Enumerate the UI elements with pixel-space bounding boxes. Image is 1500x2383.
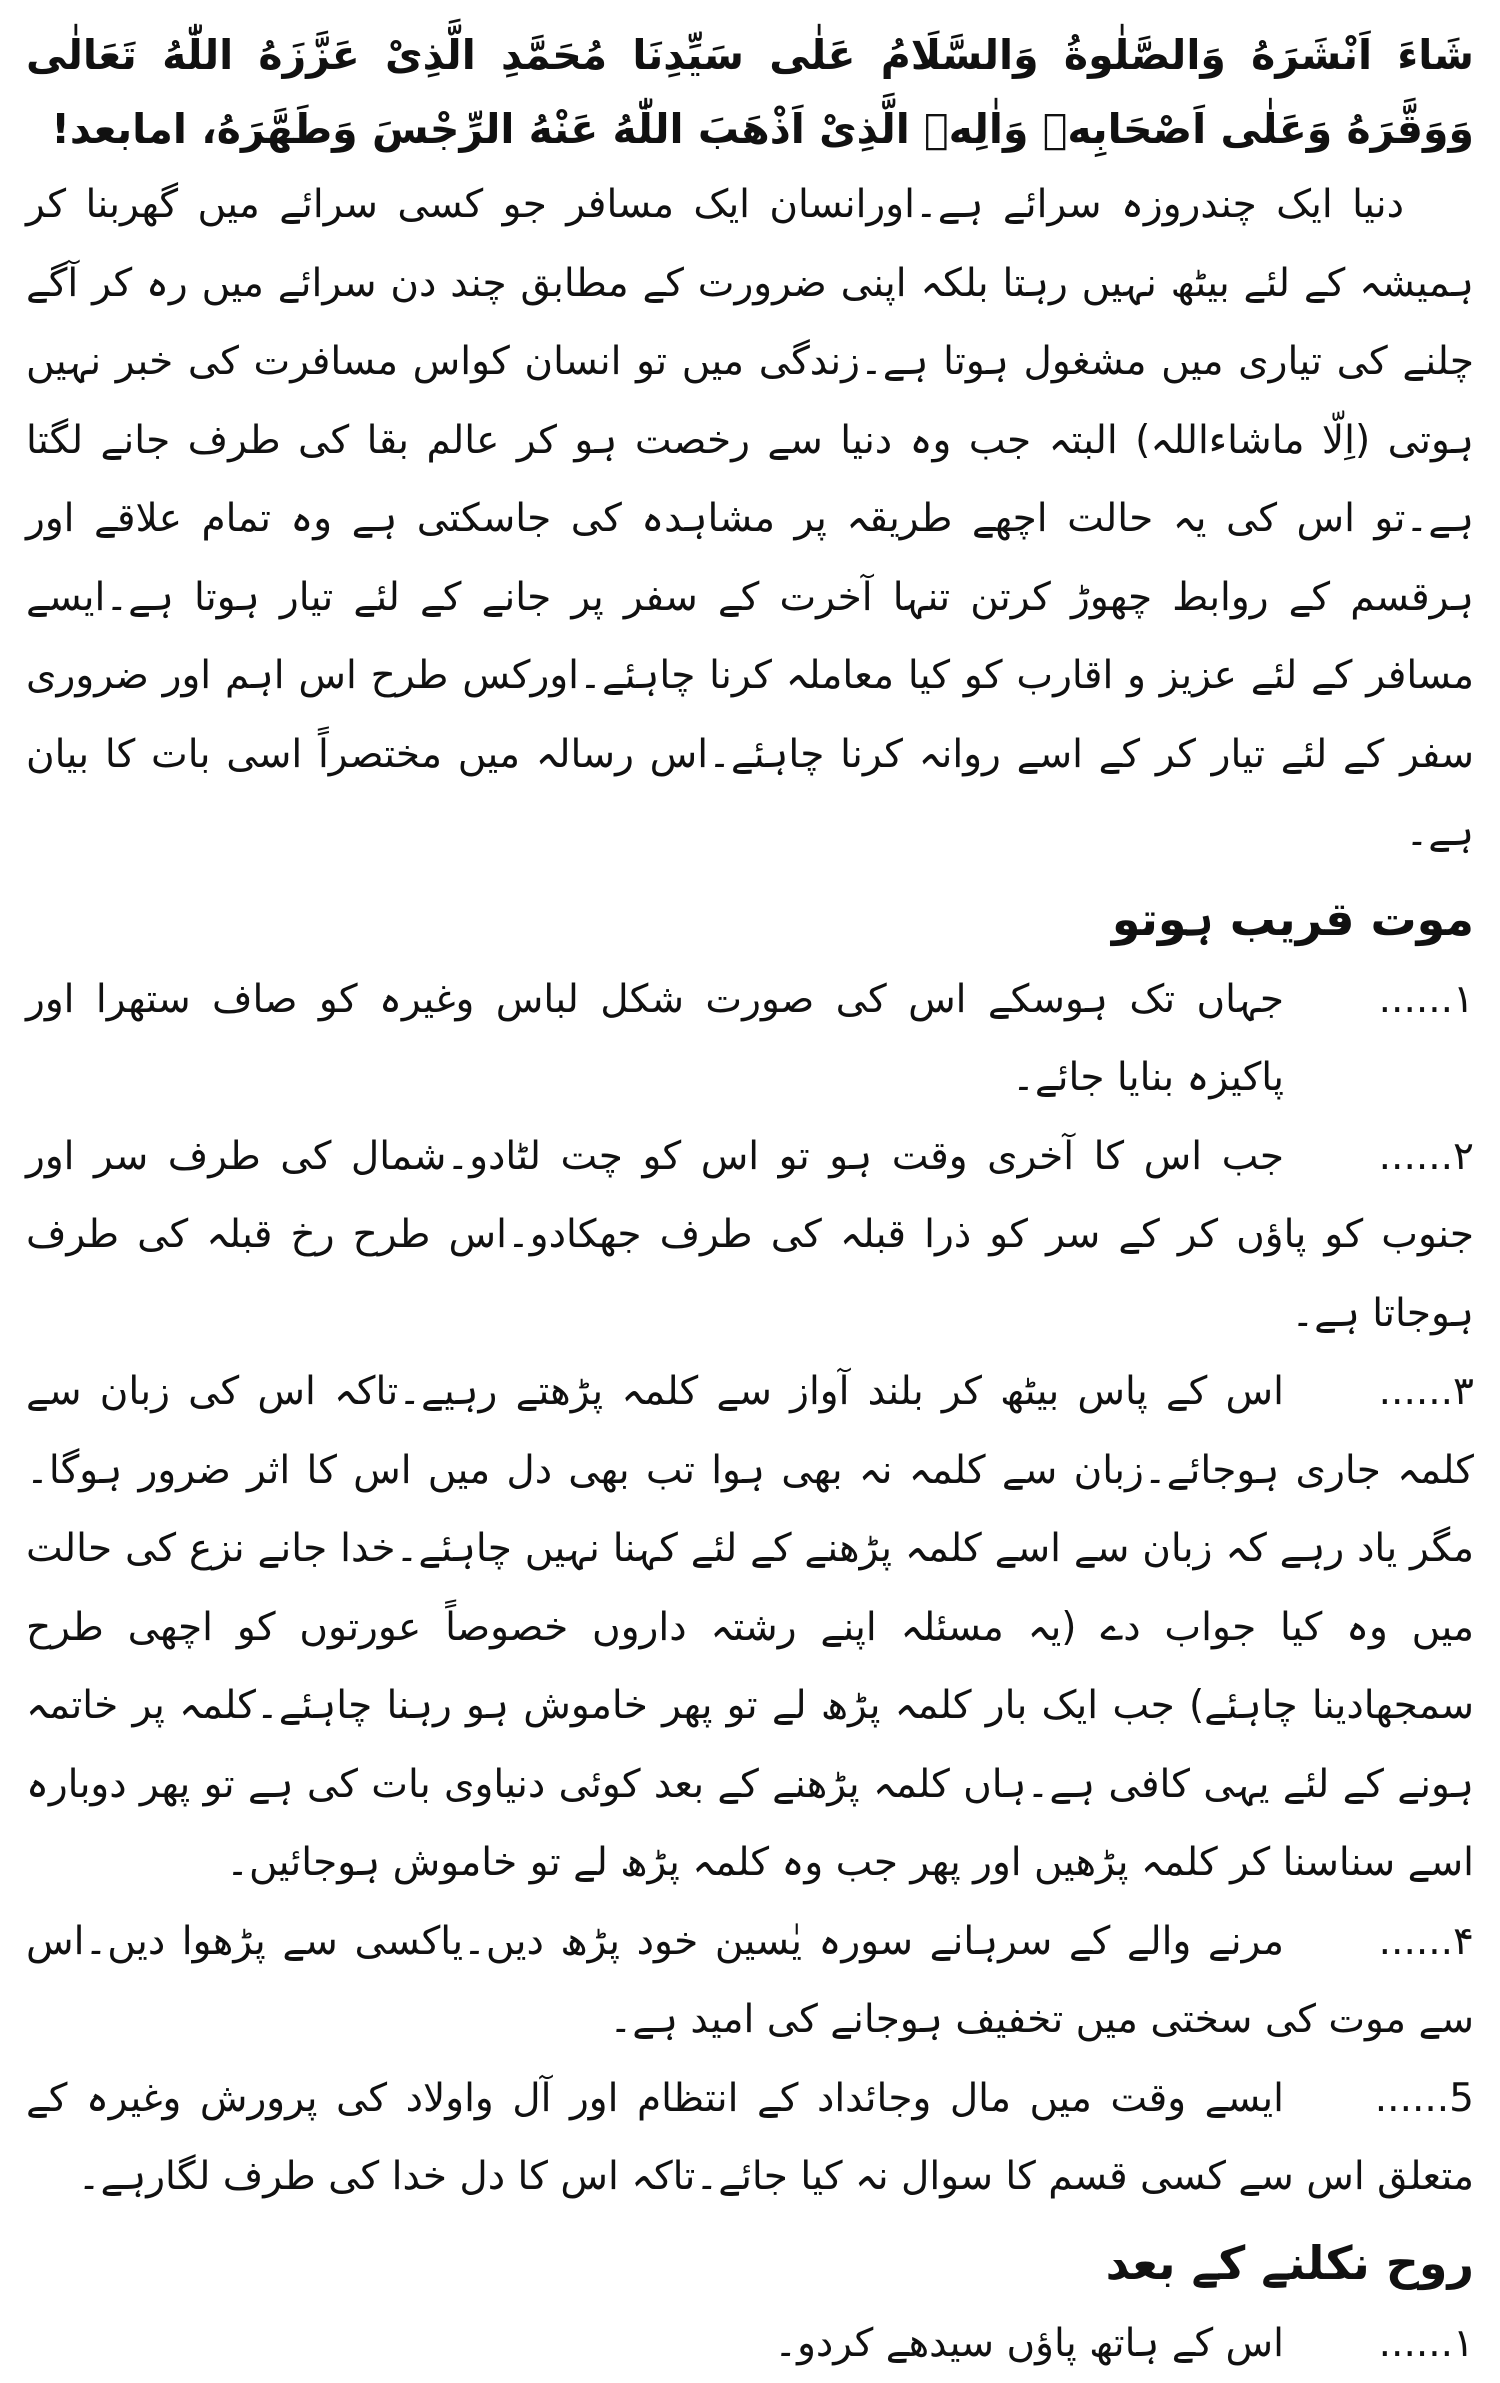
section-death-near-list — [26, 961, 1474, 2217]
item-text: جہاں تک ہوسکے اس کی صورت شکل لباس وغیرہ کو صاف ستھرا اور پاکیزہ بنایا جائے۔ — [26, 961, 1284, 1118]
opening-invocation: شَاءَ اَنْشَرَهُ وَالصَّلٰوةُ وَالسَّلَامُ عَلٰى سَيِّدِنَا مُحَمَّدِ الَّذِىْ عَزَّزَهُ اللّٰهُ تَعَالٰى وَوَقَّرَهُ وَعَلٰى اَصْحَابِهٖ وَاٰلِهٖ الَّذِىْ اَذْهَبَ اللّٰهُ عَنْهُ الرِّجْسَ وَطَهَّرَهُ، امابعد! — [26, 18, 1474, 166]
item-text: مرنے والے کے سرہانے سورہ یٰسین خود پڑھ دیں۔یاکسی سے پڑھوا دیں۔اس سے موت کی سختی میں تخفیف ہوجانے کی امید ہے۔ — [26, 1919, 1474, 2043]
item-text: ایسے وقت میں مال وجائداد کے انتظام اور آل واولاد کی پرورش وغیرہ کے متعلق اس سے کسی قسم کا سوال نہ کیا جائے۔تاکہ اس کا دل خدا کی طرف لگارہے۔ — [26, 2076, 1474, 2200]
item-text: جب اس کا آخری وقت ہو تو اس کو چت لٹادو۔شمال کی طرف سر اور جنوب کو پاؤں کر کے سر کو ذرا قبلہ کی طرف جھکادو۔اس طرح رخ قبلہ کی طرف ہوجاتا ہے۔ — [26, 1134, 1474, 1336]
item-number: ۳...... — [1284, 1353, 1474, 1432]
item-text: اس کے پاس بیٹھ کر بلند آواز سے کلمہ پڑھتے رہیے۔تاکہ اس کی زبان سے کلمہ جاری ہوجائے۔زبان سے کلمہ نہ بھی ہوا تب بھی دل میں اس کا اثر ضرور ہوگا۔مگر یاد رہے کہ زبان سے اسے کلمہ پڑھنے کے لئے کہنا نہیں چاہئے۔خدا جانے نزع کی حالت میں وہ کیا جواب دے (یہ مسئلہ اپنے رشتہ داروں خصوصاً عورتوں کو اچھی طرح سمجھادینا چاہئے) جب ایک بار کلمہ پڑھ لے تو پھر خاموش ہو رہنا چاہئے۔کلمہ پر خاتمہ ہونے کے لئے یہی کافی ہے۔ہاں کلمہ پڑھنے کے بعد کوئی دنیاوی بات کی ہے تو پھر دوبارہ اسے سناسنا کر کلمہ پڑھیں اور پھر جب وہ کلمہ پڑھ لے تو خاموش ہوجائیں۔ — [26, 1369, 1474, 1885]
section-after-death-list — [26, 2305, 1474, 2383]
list-item — [26, 2060, 1474, 2217]
item-number: 5...... — [1284, 2060, 1474, 2139]
item-number: ۱...... — [1284, 961, 1474, 1118]
intro-paragraph: دنیا ایک چندروزہ سرائے ہے۔اورانسان ایک مسافر جو کسی سرائے میں گھربنا کر ہمیشہ کے لئے بیٹھ نہیں رہتا بلکہ اپنی ضرورت کے مطابق چند دن سرائے میں رہ کر آگے چلنے کی تیاری میں مشغول ہوتا ہے۔زندگی میں تو انسان کواس مسافرت کی خبر نہیں ہوتی (اِلّا ماشاءاللہ) البتہ جب وہ دنیا سے رخصت ہو کر عالم بقا کی طرف جانے لگتا ہے۔تو اس کی یہ حالت اچھے طریقہ پر مشاہدہ کی جاسکتی ہے وہ تمام علاقے اور ہرقسم کے روابط چھوڑ کرتن تنہا آخرت کے سفر پر جانے کے لئے تیار ہوتا ہے۔ایسے مسافر کے لئے عزیز و اقارب کو کیا معاملہ کرنا چاہئے۔اورکس طرح اس اہم اور ضروری سفر کے لئے تیار کر کے اسے روانہ کرنا چاہئے۔اس رسالہ میں مختصراً اسی بات کا بیان ہے۔ — [26, 166, 1474, 873]
item-number: ۴...... — [1284, 1903, 1474, 1982]
section-heading-after-death: روح نکلنے کے بعد — [26, 2221, 1474, 2305]
list-item — [26, 2305, 1474, 2383]
section-heading-death-near: موت قریب ہوتو — [26, 877, 1474, 961]
item-number: ۲...... — [1284, 1118, 1474, 1197]
list-item — [26, 1353, 1474, 1903]
list-item — [26, 1118, 1474, 1354]
list-item — [26, 961, 1474, 1118]
item-text: اس کے ہاتھ پاؤں سیدھے کردو۔ — [26, 2305, 1284, 2383]
list-item — [26, 1903, 1474, 2060]
item-number: ۱...... — [1284, 2305, 1474, 2383]
